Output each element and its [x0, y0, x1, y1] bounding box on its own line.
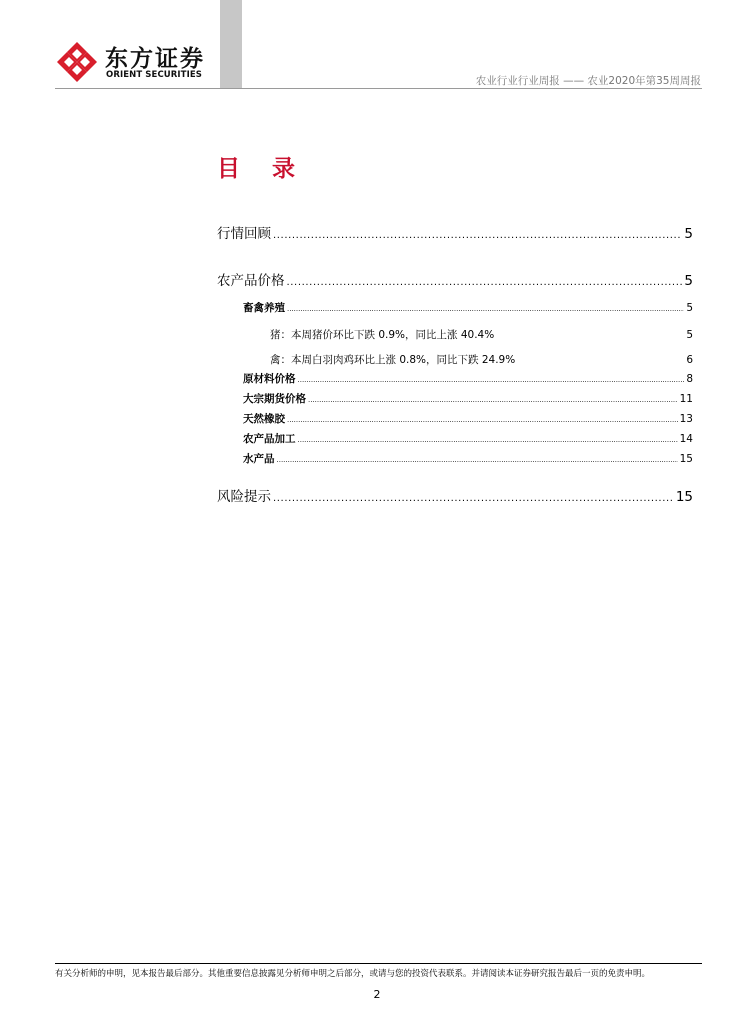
header-accent-bar: [220, 0, 242, 88]
header-divider: [55, 88, 702, 89]
toc-leader-dots: [308, 396, 678, 404]
toc-entry-page: 14: [679, 433, 693, 445]
toc-entry-page: 13: [679, 413, 693, 425]
toc-entry-page: 5: [684, 226, 693, 242]
logo-english-name: ORIENT SECURITIES: [106, 70, 202, 80]
toc-leader-dots: [273, 230, 682, 241]
footer-disclaimer: 有关分析师的申明，见本报告最后部分。其他重要信息披露见分析师申明之后部分，或请与您的投资代表联系。并请阅读本证券研究报告最后一页的免责申明。: [55, 969, 651, 979]
toc-leader-dots: [298, 436, 678, 444]
toc-entry-label: 风险提示: [217, 489, 271, 505]
footer-divider: [55, 963, 702, 964]
toc-entry-label: 水产品: [243, 453, 275, 465]
orient-securities-logo-icon: [55, 40, 99, 84]
toc-entry-poultry[interactable]: [270, 352, 693, 367]
toc-leader-dots: [277, 456, 678, 464]
toc-entry-page: 5: [684, 273, 693, 289]
toc-entry-aquatic[interactable]: [243, 451, 693, 466]
toc-leader-dots: [273, 493, 674, 504]
toc-entry-label: 农产品价格: [217, 273, 285, 289]
toc-leader-dots: [287, 305, 684, 313]
logo-chinese-name: 东方证券: [105, 46, 205, 72]
page-number: 2: [373, 988, 381, 1001]
toc-entry-raw-materials[interactable]: [243, 371, 693, 386]
toc-entry-page: 5: [686, 329, 693, 341]
toc-entry-label: 猪：本周猪价环比下跌 0.9%，同比上涨 40.4%: [270, 329, 495, 341]
toc-entry-page: 15: [675, 489, 693, 505]
toc-entry-risk[interactable]: [217, 485, 693, 505]
toc-entry-pig[interactable]: [270, 327, 693, 342]
toc-entry-page: 6: [686, 354, 693, 366]
toc-entry-processing[interactable]: [243, 431, 693, 446]
toc-entry-label: 畜禽养殖: [243, 302, 285, 314]
toc-entry-futures[interactable]: [243, 391, 693, 406]
toc-leader-dots: [287, 277, 683, 288]
toc-entry-page: 15: [679, 453, 693, 465]
toc-entry-label: 原材料价格: [243, 373, 296, 385]
report-info: 农业行业行业周报 —— 农业2020年第35周周报: [475, 75, 701, 87]
toc-title: 目 录: [217, 156, 308, 182]
toc-entry-label: 农产品加工: [243, 433, 296, 445]
toc-entry-page: 5: [686, 302, 693, 314]
toc-leader-dots: [287, 416, 678, 424]
toc-entry-page: 8: [686, 373, 693, 385]
company-logo: [55, 40, 215, 84]
toc-entry-label: 大宗期货价格: [243, 393, 306, 405]
toc-entry-label: 行情回顾: [217, 226, 271, 242]
toc-entry-livestock[interactable]: [243, 300, 693, 315]
toc-entry-rubber[interactable]: [243, 411, 693, 426]
toc-entry-label: 禽：本周白羽肉鸡环比上涨 0.8%，同比下跌 24.9%: [270, 354, 516, 366]
toc-entry-page: 11: [679, 393, 693, 405]
toc-entry-market-review[interactable]: [217, 222, 693, 242]
toc-entry-agri-prices[interactable]: [217, 269, 693, 289]
toc-leader-dots: [298, 376, 685, 384]
toc-entry-label: 天然橡胶: [243, 413, 285, 425]
